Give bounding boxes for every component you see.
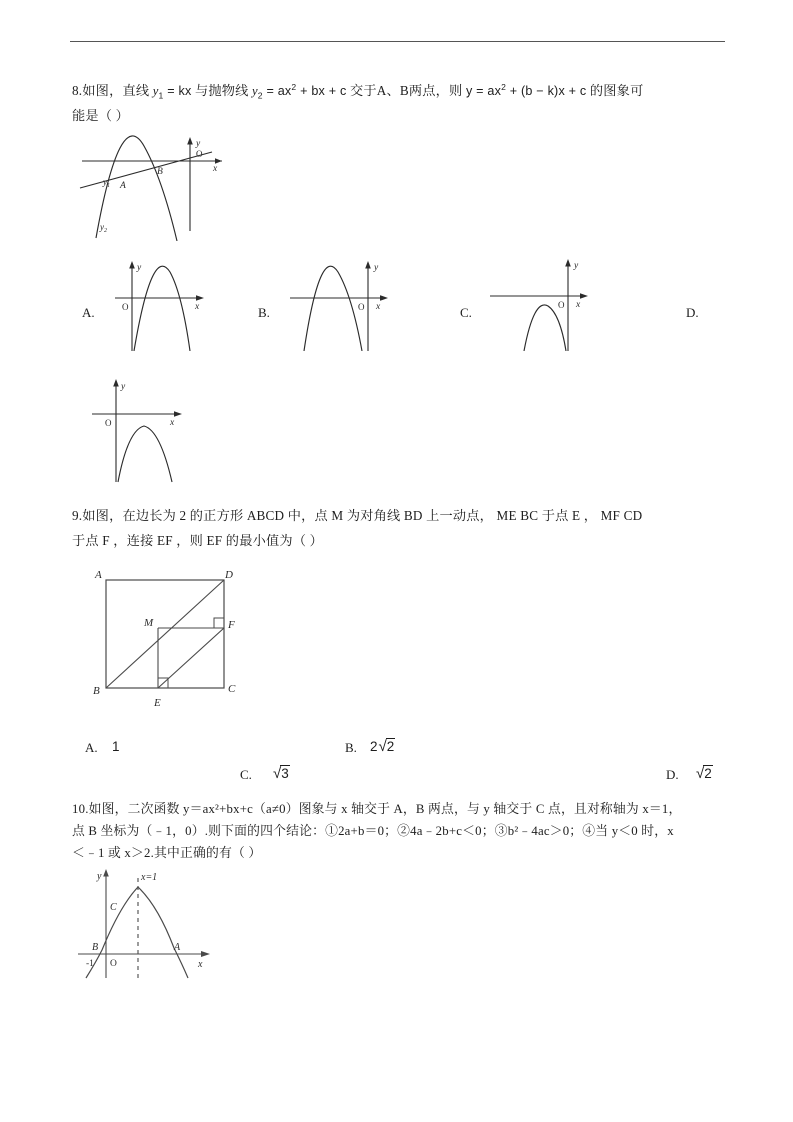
q8-origin-label: O [196,149,203,159]
q9-option-a-letter[interactable]: A. [85,740,98,755]
question-8-figure [72,126,232,241]
q9-label-c: C [228,683,236,695]
q8-y2-exponent: 2 [291,81,297,92]
q8-option-a-letter[interactable]: A. [82,305,95,320]
q9-option-c-radicand: 3 [281,766,289,781]
q10-x-axis-label: x [198,959,203,970]
q8-y2-rest: = ax [262,84,292,98]
q9-label-f: F [228,619,235,631]
q9-label-b: B [93,685,100,697]
q8-option-d-figure[interactable] [88,376,208,484]
q8-text-mid: 与抛物线 [191,83,252,98]
q8-option-a-y-label: y [137,263,142,273]
q8-option-b-letter[interactable]: B. [258,305,270,320]
q8-option-b-figure[interactable] [290,256,400,351]
q8-parabola-label: $y_2$ [100,222,107,234]
q8-option-b-x-label: x [376,302,381,312]
q9-option-b-coefficient: 2 [370,739,378,754]
question-8-line-1 [72,78,643,104]
q8-y1-symbol: y [152,84,159,98]
question-9-line-2: 于点 F ，连接 EF ，则 EF 的最小值为（ ） [72,533,324,548]
q9-label-m: M [144,617,154,629]
q8-option-a-origin: O [122,302,129,312]
q8-option-d-origin: O [105,418,112,428]
question-9-figure [92,566,267,716]
q8-y-axis-label: y [196,139,201,149]
q9-label-e: E [154,697,161,709]
q9-option-c-value[interactable] [272,765,290,782]
q8-option-b-origin: O [358,302,365,312]
q8-option-a-x-label: x [195,302,200,312]
q9-label-d: D [225,569,233,581]
q8-option-c-letter[interactable]: C. [460,305,472,320]
q9-option-b-sqrt [378,738,396,755]
radical-icon: √ [378,738,387,755]
q8-y3-exponent: 2 [501,81,507,92]
radical-icon: √ [696,765,705,782]
q8-y1-subscript: 1 [158,90,164,101]
q8-option-c-x-label: x [576,300,581,310]
q9-option-d-sqrt [695,765,713,782]
q9-option-c-letter[interactable]: C. [240,767,252,782]
q9-option-c-sqrt [272,765,290,782]
q8-y1-rest: = kx [163,84,192,98]
q8-text-prefix: 8.如图，直线 [72,83,153,98]
q9-option-b-value[interactable] [370,738,395,755]
q8-text-suffix: 的图象可 [586,83,644,98]
q10-point-c-label: C [110,902,117,913]
q9-option-b-radicand: 2 [386,739,395,754]
q8-text-mid2: 交于A、B两点，则 [346,83,466,98]
question-10-line-3: ＜﹣1 或 x＞2.其中正确的有（ ） [72,846,262,860]
question-8-line-2: 能是（ ） [72,108,130,123]
q10-point-b-label: B [92,942,99,953]
q8-option-d-y-label: y [121,382,126,392]
q9-label-a: A [95,569,102,581]
q9-option-d-value[interactable] [695,765,713,782]
q10-x-tick-label: -1 [86,959,94,969]
q10-origin-label: O [110,959,117,969]
q8-option-a-figure[interactable] [110,256,220,351]
q8-y2-symbol: y [252,84,258,98]
question-10-line-1: 10.如图，二次函数 y＝ax²+bx+c（a≠0）图象与 x 轴交于 A，B 两点，与 y 轴交于 C 点，且对称轴为 x＝1， [72,802,682,816]
q8-line-label: $y_1$ [103,177,110,189]
q8-option-c-figure[interactable] [490,256,600,351]
q9-option-d-radicand: 2 [704,766,712,781]
q9-option-d-letter[interactable]: D. [666,767,679,782]
header-divider [70,41,725,42]
q8-y3-expr: y = ax [465,84,502,98]
q8-option-c-y-label: y [574,261,579,271]
q8-y3-tail: + (b − k)x + c [506,84,587,98]
question-10-line-2: 点 B 坐标为（﹣1，0）.则下面的四个结论：①2a+b＝0；②4a﹣2b+c＜0；③b²﹣4ac＞0；④当 y＜0 时，x [72,824,674,838]
q9-option-b-letter[interactable]: B. [345,740,357,755]
q8-x-axis-label: x [213,164,218,174]
q8-option-c-origin: O [558,300,565,310]
question-9-line-1: 9.如图，在边长为 2 的正方形 ABCD 中，点 M 为对角线 BD 上一动点， ME BC 于点 E ， MF CD [72,508,643,523]
q8-point-b-label: B [157,167,163,177]
q8-y2-subscript: 2 [257,90,263,101]
q8-option-b-y-label: y [374,263,379,273]
q8-option-d-x-label: x [170,418,175,428]
q9-option-a-value[interactable]: 1 [112,739,120,754]
radical-icon: √ [273,765,282,782]
q10-y-axis-label: y [97,871,102,882]
q10-axis-symmetry-label: x=1 [141,872,158,883]
q8-y2-tail: + bx + c [296,84,347,98]
q10-point-a-label: A [174,942,181,953]
q8-point-a-label: A [120,181,126,191]
q8-option-d-letter[interactable]: D. [686,305,699,320]
question-10-figure [72,866,232,984]
